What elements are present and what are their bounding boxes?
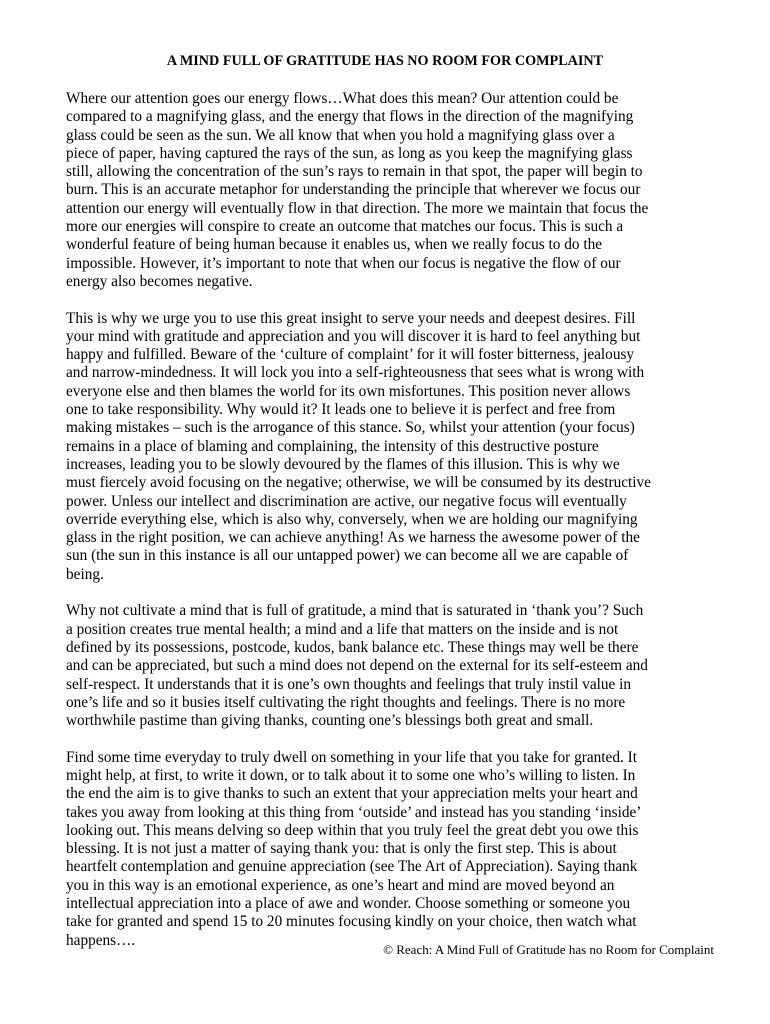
text-line: looking out. This means delving so deep within that you truly feel the great debt you owe this [66, 821, 639, 839]
text-line: everyone else and then blames the world for its own misfortunes. This position never allows [66, 382, 631, 400]
paragraph-1 [66, 90, 726, 291]
text-line: the end the aim is to give thanks to such an extent that your appreciation melts your heart and [66, 785, 638, 803]
text-line: takes you away from looking at this thing from ‘outside’ and instead has you standing ‘inside’ [66, 803, 642, 821]
text-line: and narrow-mindedness. It will lock you into a self-righteousness that sees what is wrong with [66, 364, 645, 382]
text-line: remains in a place of blaming and complaining, the intensity of this destructive posture [66, 437, 599, 455]
text-line: worthwhile pastime than giving thanks, counting one’s blessings both great and small. [66, 712, 594, 730]
text-line: your mind with gratitude and appreciation and you will discover it is hard to feel anything but [66, 327, 641, 345]
text-line: one to take responsibility. Why would it? It leads one to believe it is perfect and free from [66, 401, 616, 419]
text-line: a position creates true mental health; a mind and a life that matters on the inside and is not [66, 620, 619, 638]
text-line: attention our energy will eventually flow in that direction. The more we maintain that focus the [66, 199, 649, 217]
text-line: power. Unless our intellect and discrimination are active, our negative focus will eventually [66, 492, 627, 510]
text-line: impossible. However, it’s important to note that when our focus is negative the flow of our [66, 254, 621, 272]
text-line: happens…. [66, 931, 136, 949]
paragraph-4 [66, 749, 726, 950]
text-line: energy also becomes negative. [66, 272, 253, 290]
text-line: burn. This is an accurate metaphor for understanding the principle that wherever we focus our [66, 181, 641, 199]
text-line: override everything else, which is also why, conversely, when we are holding our magnifying [66, 510, 638, 528]
text-line: might help, at first, to write it down, or to talk about it to some one who’s willing to listen. In [66, 766, 636, 784]
text-line: defined by its possessions, postcode, kudos, bank balance etc. These things may well be there [66, 638, 639, 656]
text-line: This is why we urge you to use this great insight to serve your needs and deepest desires. Fill [66, 309, 636, 327]
text-line: happy and fulfilled. Beware of the ‘culture of complaint’ for it will foster bitterness, jealousy [66, 346, 635, 364]
text-line: you in this way is an emotional experience, as one’s heart and mind are moved beyond an [66, 876, 615, 894]
text-line: piece of paper, having captured the rays of the sun, as long as you keep the magnifying glass [66, 144, 633, 162]
text-line: one’s life and so it busies itself cultivating the right thoughts and feelings. There is no more [66, 693, 626, 711]
text-line: intellectual appreciation into a place of awe and wonder. Choose something or someone you [66, 895, 631, 913]
text-line: more our energies will conspire to create an outcome that matches our focus. This is such a [66, 218, 624, 236]
paragraph-2 [66, 310, 726, 584]
text-line: and can be appreciated, but such a mind does not depend on the external for its self-esteem and [66, 657, 648, 675]
text-line: making mistakes – such is the arrogance of this stance. So, whilst your attention (your focus) [66, 419, 635, 437]
text-line: being. [66, 565, 104, 583]
text-line: sun (the sun in this instance is all our untapped power) we can become all we are capable of [66, 547, 629, 565]
text-line: take for granted and spend 15 to 20 minutes focusing kindly on your choice, then watch what [66, 913, 637, 931]
document-title: A MIND FULL OF GRATITUDE HAS NO ROOM FOR COMPLAINT [166, 53, 604, 69]
text-line: blessing. It is not just a matter of saying thank you: that is only the first step. This is about [66, 840, 617, 858]
text-line: heartfelt contemplation and genuine appreciation (see The Art of Appreciation). Saying thank [66, 858, 638, 876]
text-line: Find some time everyday to truly dwell on something in your life that you take for granted. It [66, 748, 637, 766]
text-line: Where our attention goes our energy flows…What does this mean? Our attention could be [66, 90, 619, 107]
text-line: glass in the right position, we can achieve anything! As we harness the awesome power of the [66, 529, 640, 547]
text-line: still, allowing the concentration of the sun’s rays to remain in that spot, the paper will begin to [66, 163, 643, 181]
text-line: self-respect. It understands that it is one’s own thoughts and feelings that truly instil value in [66, 675, 632, 693]
copyright-footer: © Reach: A Mind Full of Gratitude has no Room for Complaint [383, 942, 714, 957]
document-body [66, 90, 726, 968]
text-line: Why not cultivate a mind that is full of gratitude, a mind that is saturated in ‘thank you’? Such [66, 602, 644, 620]
text-line: wonderful feature of being human because it enables us, when we really focus to do the [66, 236, 603, 254]
text-line: glass could be seen as the sun. We all know that when you hold a magnifying glass over a [66, 126, 615, 144]
paragraph-3 [66, 602, 726, 730]
text-line: must fiercely avoid focusing on the negative; otherwise, we will be consumed by its destructive [66, 474, 651, 492]
text-line: increases, leading you to be slowly devoured by the flames of this illusion. This is why we [66, 455, 620, 473]
text-line: compared to a magnifying glass, and the energy that flows in the direction of the magnifying [66, 108, 634, 126]
